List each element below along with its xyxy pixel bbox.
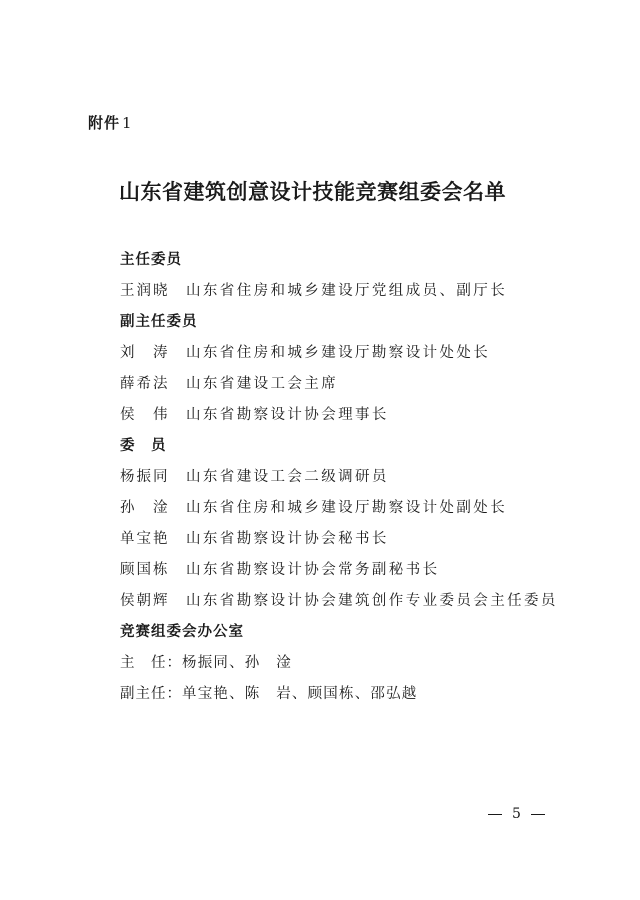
member-row <box>120 555 580 586</box>
member-name: 侯朝辉 <box>120 593 170 609</box>
member-row <box>120 524 580 555</box>
member-role: 山东省住房和城乡建设厅勘察设计处处长 <box>186 345 491 361</box>
attachment-text: 附件 <box>88 114 121 132</box>
office-director-members: 杨振同、孙 淦 <box>182 655 292 671</box>
member-role: 山东省勘察设计协会建筑创作专业委员会主任委员 <box>186 593 558 609</box>
page-number: 5 <box>512 806 521 822</box>
page-footer <box>488 806 545 822</box>
member-role: 山东省住房和城乡建设厅勘察设计处副处长 <box>186 500 508 516</box>
member-name: 顾国栋 <box>120 562 170 578</box>
member-role: 山东省建设工会二级调研员 <box>186 469 389 485</box>
office-deputy-row <box>120 679 580 710</box>
section-heading-office: 竞赛组委会办公室 <box>120 624 244 640</box>
member-name: 孙 淦 <box>120 500 170 516</box>
member-row <box>120 276 580 307</box>
member-row <box>120 400 580 431</box>
office-director-label: 主 任： <box>120 655 182 671</box>
attachment-number: 1 <box>122 114 133 132</box>
footer-dash-left <box>488 814 502 815</box>
member-name: 单宝艳 <box>120 531 170 547</box>
member-name: 王润晓 <box>120 283 170 299</box>
member-row <box>120 369 580 400</box>
document-title: 山东省建筑创意设计技能竞赛组委会名单 <box>119 180 506 204</box>
footer-dash-right <box>531 814 545 815</box>
section-heading-deputy-director: 副主任委员 <box>120 314 198 330</box>
attachment-label <box>88 112 133 133</box>
section-heading-director: 主任委员 <box>120 252 182 268</box>
section-heading-members: 委 员 <box>120 438 167 454</box>
member-role: 山东省勘察设计协会常务副秘书长 <box>186 562 440 578</box>
member-row <box>120 493 580 524</box>
office-deputy-members: 单宝艳、陈 岩、顾国栋、邵弘越 <box>182 686 418 702</box>
office-director-row <box>120 648 580 679</box>
member-role: 山东省勘察设计协会理事长 <box>186 407 389 423</box>
member-role: 山东省勘察设计协会秘书长 <box>186 531 389 547</box>
member-name: 侯 伟 <box>120 407 170 423</box>
member-row <box>120 338 580 369</box>
member-role: 山东省住房和城乡建设厅党组成员、副厅长 <box>186 283 508 299</box>
member-name: 刘 涛 <box>120 345 170 361</box>
member-role: 山东省建设工会主席 <box>186 376 339 392</box>
member-row <box>120 462 580 493</box>
member-name: 薛希法 <box>120 376 170 392</box>
office-deputy-label: 副主任： <box>120 686 182 702</box>
member-name: 杨振同 <box>120 469 170 485</box>
committee-list <box>120 245 580 710</box>
member-row <box>120 586 580 617</box>
